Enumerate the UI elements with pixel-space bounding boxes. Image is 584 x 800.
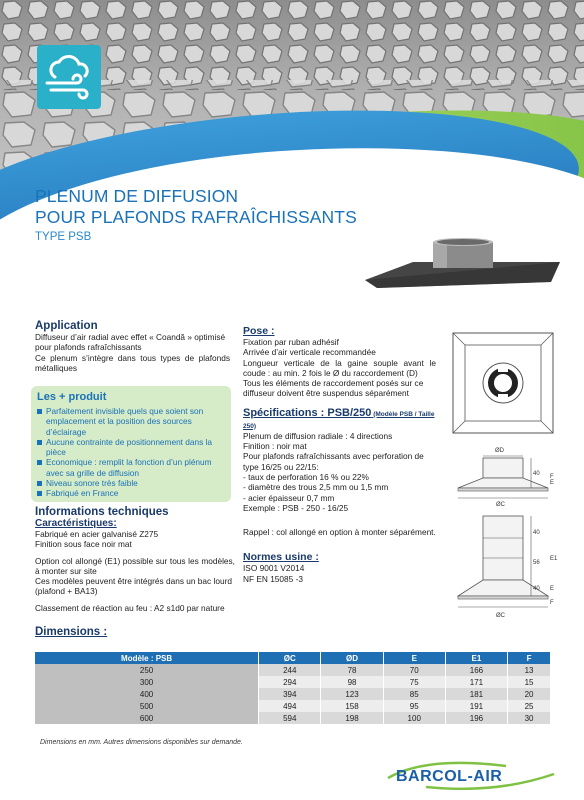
option-text: Option col allongé (E1) possible sur tous les modèles, à monter sur site bbox=[35, 555, 235, 576]
table-cell: 294 bbox=[259, 676, 321, 688]
label-e1: E1 bbox=[550, 556, 558, 562]
rappel-text: Rappel : col allongé en option à monter séparément. bbox=[243, 527, 436, 538]
label-e: E bbox=[550, 480, 555, 486]
page-subtitle: TYPE PSB bbox=[35, 231, 92, 243]
column-header: F bbox=[508, 652, 551, 664]
spec-line: - diamètre des trous 2,5 mm ou 1,5 mm bbox=[243, 482, 389, 493]
spec-line: Plenum de diffusion radiale : 4 directions bbox=[243, 430, 393, 441]
spec-line: Pour plafonds rafraîchissants avec perforation de type 16/25 ou 22/15: bbox=[243, 451, 424, 472]
table-cell: 494 bbox=[259, 700, 321, 712]
characteristics-heading: Caractéristiques: bbox=[35, 518, 117, 529]
specs-heading bbox=[243, 407, 436, 431]
label-f-b: F bbox=[550, 600, 554, 606]
table-cell: 85 bbox=[383, 688, 445, 700]
table-row bbox=[35, 664, 551, 676]
table-cell: 100 bbox=[383, 712, 445, 724]
table-cell: 78 bbox=[321, 664, 383, 676]
spec-line: - taux de perforation 16 % ou 22% bbox=[243, 471, 369, 482]
spec-line: Finition : noir mat bbox=[243, 441, 307, 452]
label-dim40b: 40 bbox=[533, 530, 540, 536]
list-item: Parfaitement invisible quels que soient son emplacement et la position des sources d’éclairage bbox=[46, 406, 225, 437]
label-c: ØC bbox=[496, 502, 505, 508]
table-cell: 196 bbox=[445, 712, 507, 724]
table-cell: 198 bbox=[321, 712, 383, 724]
table-cell: 181 bbox=[445, 688, 507, 700]
side-view-extended-drawing bbox=[458, 516, 558, 619]
specs-heading-small: (Modèle PSB / Taille 250) bbox=[243, 410, 435, 430]
application-heading: Application bbox=[35, 320, 98, 332]
table-cell: 600 bbox=[35, 712, 259, 724]
label-f: F bbox=[550, 474, 554, 480]
list-item: Economique : remplit la fonction d’un plénum avec sa grille de diffusion bbox=[46, 457, 225, 478]
application-text-1: Diffuseur d’air radial avec effet « Coandă » optimisé pour plafonds rafraîchissants bbox=[35, 332, 226, 353]
dimensions-table bbox=[35, 652, 551, 724]
spec-line: Exemple : PSB - 250 - 16/25 bbox=[243, 502, 349, 513]
table-cell: 400 bbox=[35, 688, 259, 700]
table-header-row bbox=[35, 652, 551, 664]
table-cell: 75 bbox=[383, 676, 445, 688]
table-cell: 500 bbox=[35, 700, 259, 712]
dimensions-footnote: Dimensions en mm. Autres dimensions disponibles sur demande. bbox=[40, 739, 243, 746]
integration-text: Ces modèles peuvent être intégrés dans un bac lourd (plafond + BA13) bbox=[35, 576, 232, 597]
les-plus-box bbox=[31, 386, 231, 502]
pose-line: Tous les éléments de raccordement posés sur ce diffuseur doivent être suspendus séparément bbox=[243, 378, 424, 399]
spec-line: - acier épaisseur 0,7 mm bbox=[243, 492, 335, 503]
table-cell: 70 bbox=[383, 664, 445, 676]
table-row bbox=[35, 700, 551, 712]
column-header: E1 bbox=[445, 652, 507, 664]
table-cell: 300 bbox=[35, 676, 259, 688]
title-block bbox=[35, 186, 357, 243]
specs-column bbox=[243, 325, 436, 584]
table-cell: 171 bbox=[445, 676, 507, 688]
list-item: Fabriqué en France bbox=[46, 488, 225, 498]
column-header: ØD bbox=[321, 652, 383, 664]
product-photo bbox=[355, 236, 570, 301]
technical-info-heading: Informations techniques bbox=[35, 506, 169, 518]
logo-text: BARCOL-AIR bbox=[396, 768, 503, 785]
table-cell: 166 bbox=[445, 664, 507, 676]
table-cell: 95 bbox=[383, 700, 445, 712]
pose-heading: Pose : bbox=[243, 325, 275, 337]
table-cell: 30 bbox=[508, 712, 551, 724]
technical-drawings bbox=[448, 328, 558, 625]
label-dim40c: 40 bbox=[533, 586, 540, 592]
label-c-b: ØC bbox=[496, 613, 505, 619]
pose-line: Fixation par ruban adhésif bbox=[243, 337, 339, 347]
pose-line: Arrivée d’air verticale recommandée bbox=[243, 347, 376, 358]
normes-heading: Normes usine : bbox=[243, 551, 319, 564]
table-cell: 15 bbox=[508, 676, 551, 688]
label-dim40: 40 bbox=[533, 471, 540, 477]
table-row bbox=[35, 676, 551, 688]
page-title-line2: POUR PLAFONDS RAFRAÎCHISSANTS bbox=[35, 207, 357, 227]
list-item: Niveau sonore très faible bbox=[46, 478, 225, 488]
column-header: Modèle : PSB bbox=[35, 652, 259, 664]
table-cell: 158 bbox=[321, 700, 383, 712]
top-view-drawing bbox=[453, 333, 553, 433]
label-e-b: E bbox=[550, 586, 555, 592]
specs-heading-main: Spécifications : PSB/250 bbox=[243, 406, 372, 419]
characteristic-line: Finition sous face noir mat bbox=[35, 539, 132, 550]
dimensions-heading: Dimensions : bbox=[35, 626, 108, 638]
table-cell: 20 bbox=[508, 688, 551, 700]
table-cell: 191 bbox=[445, 700, 507, 712]
norme-line: NF EN 15085 -3 bbox=[243, 573, 303, 584]
side-view-drawing bbox=[458, 448, 554, 508]
technical-info-section bbox=[35, 506, 235, 613]
table-cell: 394 bbox=[259, 688, 321, 700]
application-text-2: Ce plenum s’intègre dans tous types de plafonds métalliques bbox=[35, 352, 230, 373]
les-plus-heading: Les + produit bbox=[37, 391, 107, 403]
label-dim56: 56 bbox=[533, 560, 540, 566]
column-header: E bbox=[383, 652, 445, 664]
table-cell: 13 bbox=[508, 664, 551, 676]
les-plus-list bbox=[37, 406, 225, 499]
table-row bbox=[35, 712, 551, 724]
fire-class-text: Classement de réaction au feu : A2 s1d0 par nature bbox=[35, 602, 225, 613]
barcol-air-logo bbox=[386, 760, 556, 790]
table-cell: 594 bbox=[259, 712, 321, 724]
air-cloud-icon bbox=[37, 45, 101, 109]
application-section bbox=[35, 320, 230, 373]
pose-line: Longueur verticale de la gaine souple avant le coude : au min. 2 fois le Ø du raccordement (D) bbox=[243, 357, 436, 378]
label-d: ØD bbox=[495, 448, 504, 454]
table-cell: 123 bbox=[321, 688, 383, 700]
table-cell: 250 bbox=[35, 664, 259, 676]
table-cell: 98 bbox=[321, 676, 383, 688]
norme-line: ISO 9001 V2014 bbox=[243, 563, 305, 574]
page-title-line1: PLENUM DE DIFFUSION bbox=[35, 186, 239, 206]
column-header: ØC bbox=[259, 652, 321, 664]
table-row bbox=[35, 688, 551, 700]
table-cell: 25 bbox=[508, 700, 551, 712]
list-item: Aucune contrainte de positionnement dans la pièce bbox=[46, 437, 225, 458]
characteristic-line: Fabriqué en acier galvanisé Z275 bbox=[35, 529, 159, 539]
table-cell: 244 bbox=[259, 664, 321, 676]
